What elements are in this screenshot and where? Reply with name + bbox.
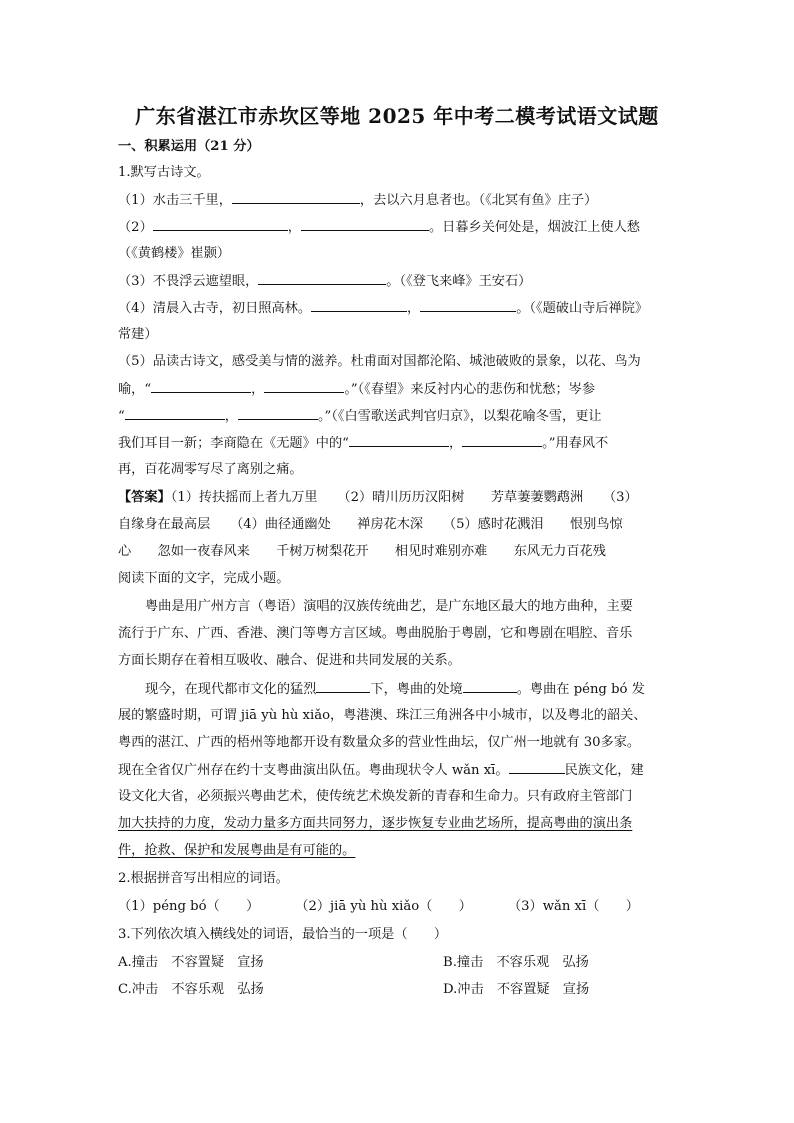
- passage-paragraph-2-line-1: [118, 679, 678, 700]
- question-1-item-5-line-3: [118, 406, 678, 427]
- item-text: “: [118, 409, 125, 424]
- question-1-item-5-line-2: [118, 379, 678, 400]
- question-1-item-5-line-4: [118, 433, 678, 454]
- answer-blank[interactable]: [151, 379, 251, 393]
- item-text: （1）水击三千里，: [118, 193, 232, 208]
- item-text: 。”用春风不: [542, 436, 609, 451]
- item-text: ，: [224, 409, 238, 424]
- answer-line-2: 自缘身在最高层 （4）曲径通幽处 禅房花木深 （5）感时花溅泪 恨别鸟惊: [118, 517, 623, 532]
- answer-blank[interactable]: [264, 379, 344, 393]
- item-text: ，: [448, 436, 463, 451]
- item-text: 我们耳目一新；李商隐在《无题》中的“: [118, 436, 349, 451]
- question-1-item-4: [118, 298, 678, 319]
- answer-blank[interactable]: [311, 298, 407, 312]
- question-3-stem: 3.下列依次填入横线处的词语，最恰当的一项是（ ）: [118, 927, 448, 942]
- answer-blank[interactable]: [420, 298, 516, 312]
- question-1-item-1: [118, 190, 678, 211]
- answer-line-3: 心 忽如一夜春风来 千树万树梨花开 相见时难别亦难 东风无力百花残: [118, 544, 606, 559]
- answer-blank[interactable]: [125, 406, 225, 420]
- item-text: 。（《登飞来峰》王安石）: [386, 274, 532, 289]
- question-1-item-5: （5）品读古诗文，感受美与情的滋养。杜甫面对国都沦陷、城池破败的景象，以花、鸟为: [118, 354, 641, 369]
- reading-intro: 阅读下面的文字，完成小题。: [118, 571, 290, 586]
- question-1-item-5-line-5: 再，百花凋零写尽了离别之痛。: [118, 462, 303, 477]
- answer-blank[interactable]: [238, 406, 318, 420]
- passage-text: 现今，在现代都市文化的猛烈: [145, 682, 317, 697]
- answer-blank[interactable]: [463, 679, 517, 693]
- answer-line-1: [118, 488, 678, 508]
- passage-underlined-line-2: 件，抢救、保护和发展粤曲是有可能的。: [118, 843, 356, 858]
- pinyin-item: （1）péng bó（ ）: [118, 899, 260, 914]
- item-text: （3）不畏浮云遮望眼，: [118, 274, 259, 289]
- passage-underlined-line-1: 加大扶持的力度，发动力量多方面共同努力，逐步恢复专业曲艺场所，提高粤曲的演出条: [118, 816, 633, 831]
- item-text: （2）: [118, 220, 153, 235]
- page-title: 广东省湛江市赤坎区等地 2025 年中考二模考试语文试题: [135, 104, 659, 128]
- item-text: 。（《题破山寺后禅院》: [516, 301, 649, 316]
- section-heading: 一、积累运用（21 分）: [118, 139, 260, 154]
- passage-text: 。粤曲在 péng bó 发: [516, 682, 645, 697]
- passage-paragraph-2-line-3: 粤西的湛江、广西的梧州等地都开设有数量众多的营业性曲坛，仅广州一地就有 30多家。: [118, 735, 641, 750]
- question-1-item-2-source: （《黄鹤楼》崔颢）: [118, 246, 231, 261]
- item-text: ，: [251, 382, 265, 397]
- answer-text: （1）抟扶摇而上者九万里 （2）晴川历历汉阳树 芳草萋萋鹦鹉洲 （3）: [170, 490, 638, 505]
- item-text: 。日暮乡关何处是，烟波江上使人愁: [428, 220, 640, 235]
- passage-paragraph-1-line-3: 方面长期存在着相互吸收、融合、促进和共同发展的关系。: [118, 653, 461, 668]
- item-text: ，去以六月息者也。（《北冥有鱼》庄子）: [359, 193, 598, 208]
- passage-text: 下，粤曲的处境: [370, 682, 463, 697]
- item-text: 。”（《春望》来反衬内心的悲伤和忧愁；岑参: [344, 382, 596, 397]
- pinyin-item: （2）jiā yù hù xiǎo（ ）: [295, 899, 472, 914]
- answer-blank[interactable]: [349, 433, 449, 447]
- passage-paragraph-2-line-2: 展的繁盛时期，可谓 jiā yù hù xiǎo，粤港澳、珠江三角洲各中小城市，以及粤北的韶关、: [118, 708, 647, 723]
- item-text: （4）清晨入古寺，初日照高林。: [118, 301, 312, 316]
- pinyin-item: （3）wǎn xī（ ）: [507, 899, 639, 914]
- answer-blank[interactable]: [462, 433, 542, 447]
- passage-paragraph-2-line-5: 设文化大省，必须振兴粤曲艺术，使传统艺术焕发新的青春和生命力。只有政府主管部门: [118, 789, 633, 804]
- passage-paragraph-1-line-1: 粤曲是用广州方言（粤语）演唱的汉族传统曲艺，是广东地区最大的地方曲种，主要: [145, 599, 633, 614]
- question-2-items: [118, 897, 678, 917]
- option-a[interactable]: A.撞击 不容置疑 宣扬: [118, 955, 264, 970]
- option-c[interactable]: C.冲击 不容乐观 弘扬: [118, 982, 264, 997]
- passage-paragraph-1-line-2: 流行于广东、广西、香港、澳门等粤方言区域。粤曲脱胎于粤剧，它和粤剧在唱腔、音乐: [118, 626, 633, 641]
- question-1-item-2: [118, 217, 678, 238]
- item-text: 喻，“: [118, 382, 152, 397]
- option-d[interactable]: D.冲击 不容置疑 宣扬: [443, 982, 590, 997]
- passage-text: 民族文化，建: [564, 763, 644, 778]
- item-text: ，: [407, 301, 421, 316]
- option-b[interactable]: B.撞击 不容乐观 弘扬: [443, 955, 589, 970]
- answer-blank[interactable]: [509, 760, 565, 774]
- passage-paragraph-2-line-4: [118, 760, 678, 781]
- answer-blank[interactable]: [301, 217, 429, 231]
- question-1-item-3: [118, 271, 678, 292]
- passage-text: 现在全省仅广州存在约十支粤曲演出队伍。粤曲现状令人 wǎn xī。: [118, 763, 509, 778]
- question-2-stem: 2.根据拼音写出相应的词语。: [118, 871, 289, 886]
- answer-label: 【答案】: [118, 490, 171, 505]
- item-text: ，: [287, 220, 301, 235]
- answer-blank[interactable]: [232, 190, 360, 204]
- answer-blank[interactable]: [316, 679, 370, 693]
- question-1-item-4-source: 常建）: [118, 327, 158, 342]
- answer-blank[interactable]: [258, 271, 386, 285]
- answer-blank[interactable]: [153, 217, 288, 231]
- item-text: 。”（《白雪歌送武判官归京》，以梨花喻冬雪，更让: [317, 409, 602, 424]
- question-1-stem: 1.默写古诗文。: [118, 165, 210, 180]
